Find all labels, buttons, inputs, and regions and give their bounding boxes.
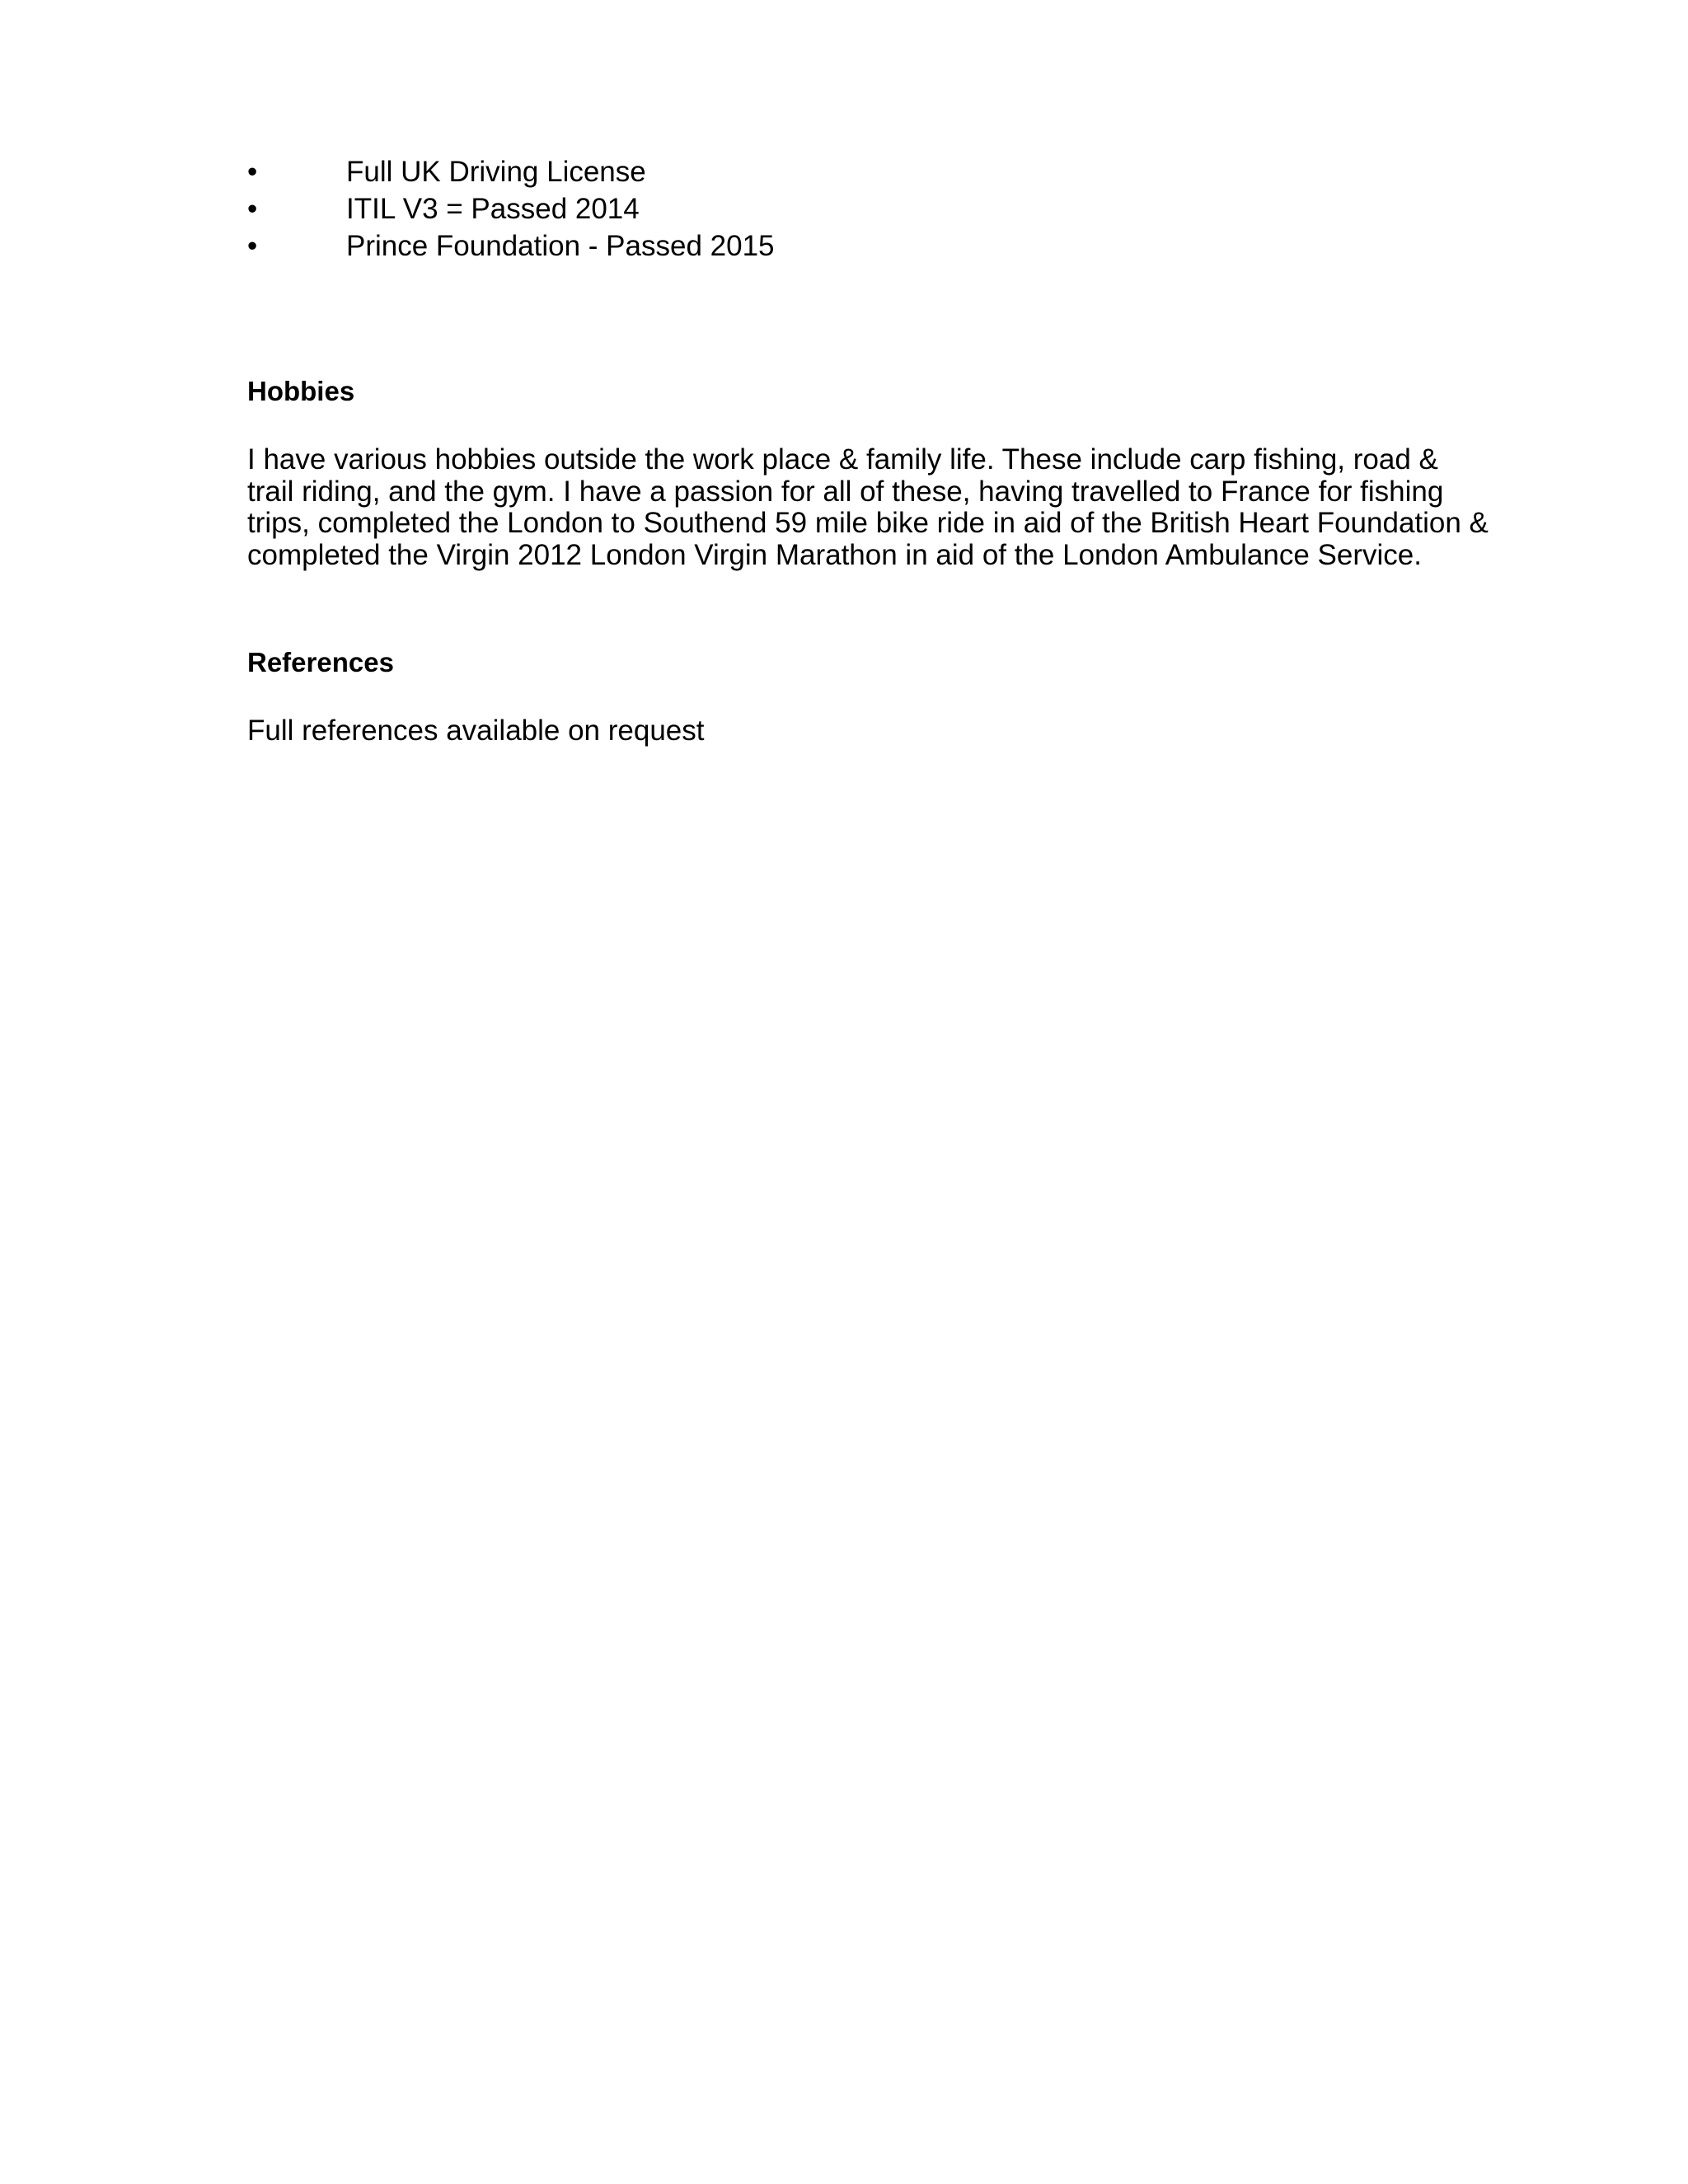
paragraph-line: completed the Virgin 2012 London Virgin Marathon in aid of the London Ambulance Service. (247, 538, 1422, 571)
paragraph-line: trips, completed the London to Southend 59 mile bike ride in aid of the British Heart Foundation & (247, 507, 1489, 539)
references-heading: References (247, 647, 394, 677)
bullet-icon: • (247, 156, 258, 188)
references-paragraph: Full references available on request (247, 715, 705, 747)
hobbies-paragraph (247, 443, 1489, 571)
list-item-text: Prince Foundation - Passed 2015 (346, 230, 775, 262)
list-item-text: ITIL V3 = Passed 2014 (346, 193, 640, 225)
paragraph-line: trail riding, and the gym. I have a passion for all of these, having travelled to France for fishing (247, 475, 1444, 508)
list-item-text: Full UK Driving License (346, 156, 646, 188)
bullet-icon: • (247, 193, 258, 225)
hobbies-heading: Hobbies (247, 376, 355, 406)
bullet-icon: • (247, 230, 258, 262)
paragraph-line: I have various hobbies outside the work place & family life. These include carp fishing, road & (247, 443, 1438, 476)
